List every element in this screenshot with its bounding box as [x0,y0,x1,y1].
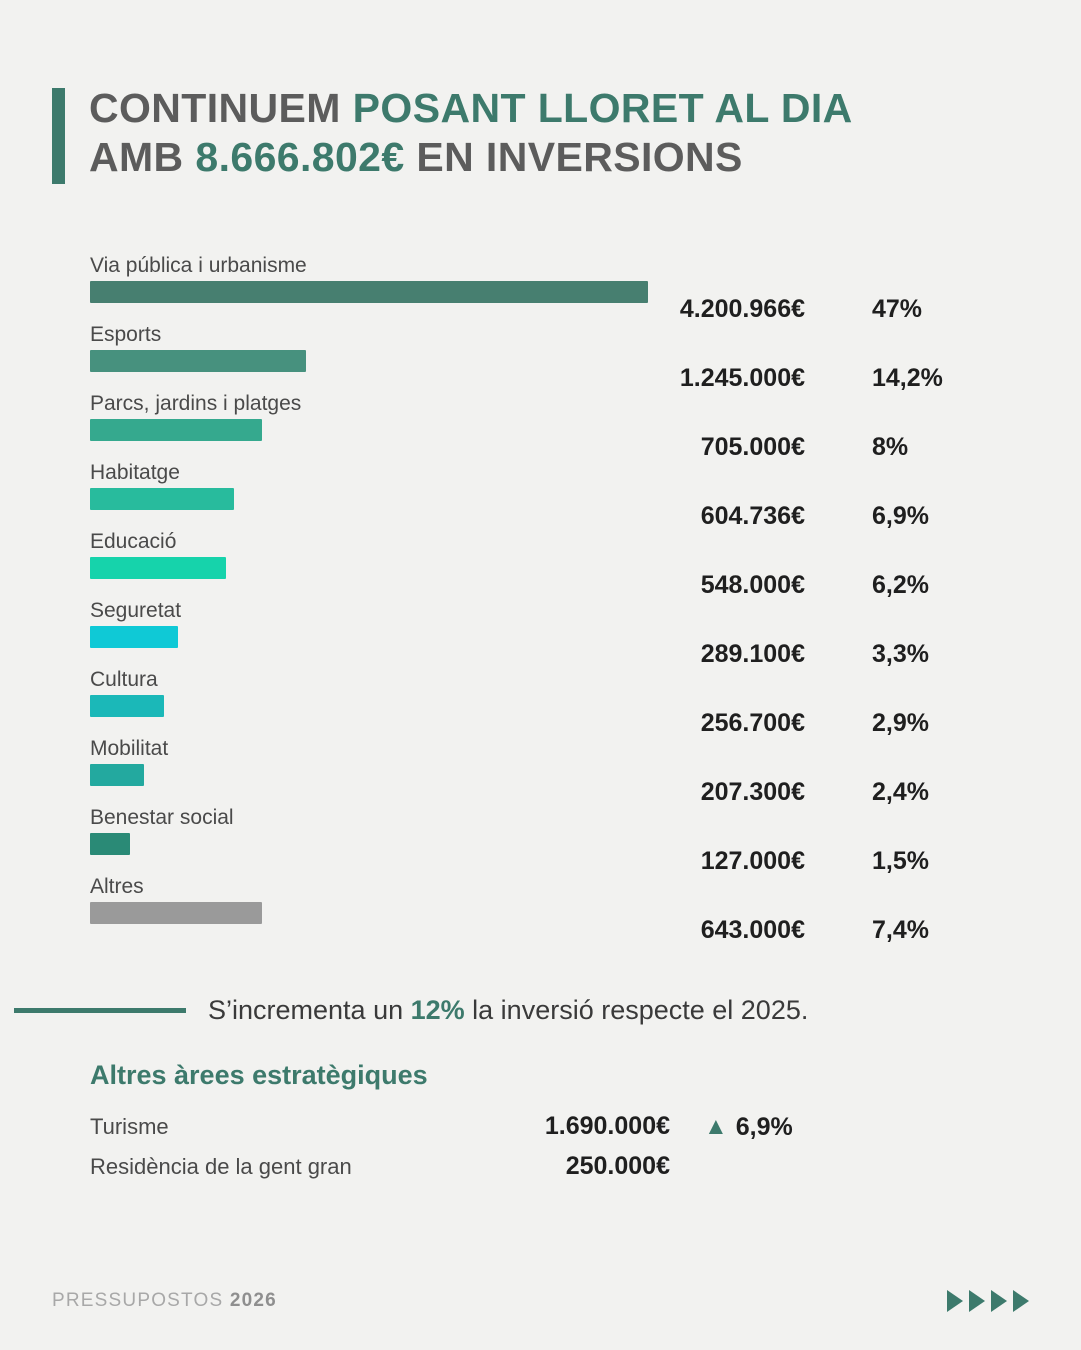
bar-category-label: Educació [90,530,177,553]
bar-fill [90,695,164,717]
bar-fill [90,902,262,924]
chart-row [90,876,1010,945]
bar-percent-label: 3,3% [872,640,929,668]
other-area-name: Turisme [90,1114,169,1139]
bar-category-label: Via pública i urbanisme [90,254,307,277]
note-text-a: S’incrementa un [208,995,411,1025]
bar-percent-label: 7,4% [872,916,929,944]
bar-category-label: Habitatge [90,461,180,484]
page-title-line-1 [89,85,853,131]
bar-amount-label: 604.736€ [700,502,805,530]
bar-amount-label: 4.200.966€ [679,295,805,323]
bar-fill [90,764,144,786]
triangle-right-icon [969,1290,985,1312]
bar-fill [90,626,178,648]
bar-fill [90,833,130,855]
title-plain-2a: AMB [89,133,196,180]
triangle-right-icon [1013,1290,1029,1312]
chart-row [90,324,1010,393]
other-area-delta [704,1113,793,1142]
chevron-up-icon: ▲ [704,1113,728,1140]
other-areas-row [90,1152,850,1192]
page-title-line-2 [89,133,853,180]
bar-category-label: Benestar social [90,806,234,829]
bar-amount-label: 548.000€ [700,571,805,599]
bar-category-label: Parcs, jardins i platges [90,392,302,415]
bar-amount-label: 289.100€ [700,640,805,668]
other-area-delta-value: 6,9% [735,1112,793,1141]
chart-row [90,462,1010,531]
other-areas-row [90,1112,850,1152]
triangle-right-icon [991,1290,1007,1312]
title-accent-2: 8.666.802€ [195,133,405,180]
bar-percent-label: 14,2% [872,364,943,392]
bar-percent-label: 47% [872,295,923,323]
bar-amount-label: 1.245.000€ [679,364,805,392]
chart-row [90,393,1010,462]
bar-category-label: Seguretat [90,599,182,622]
investment-bar-chart [90,255,1010,945]
triangle-right-icon [947,1290,963,1312]
other-areas-title: Altres àrees estratègiques [90,1060,428,1090]
note-rule [14,1008,186,1013]
other-area-name: Residència de la gent gran [90,1154,352,1179]
page-header [52,85,853,184]
note-highlight: 12% [410,995,465,1025]
header-accent-bar [52,88,65,184]
bar-category-label: Mobilitat [90,737,169,760]
bar-fill [90,281,648,303]
footer-label-text: PRESSUPOSTOS [52,1290,230,1311]
note-text [208,995,808,1026]
chart-row [90,531,1010,600]
header-text [89,85,853,180]
bar-percent-label: 6,2% [872,571,929,599]
bar-fill [90,488,234,510]
bar-percent-label: 2,9% [872,709,929,737]
bar-percent-label: 8% [872,433,909,461]
other-areas-table [90,1112,850,1192]
bar-percent-label: 6,9% [872,502,929,530]
footer-label [52,1290,277,1312]
bar-category-label: Cultura [90,668,158,691]
bar-percent-label: 1,5% [872,847,929,875]
chart-row [90,738,1010,807]
note-text-b: la inversió respecte el 2025. [464,995,809,1025]
bar-amount-label: 643.000€ [700,916,805,944]
other-area-amount: 1.690.000€ [544,1112,670,1140]
bar-fill [90,350,306,372]
bar-amount-label: 256.700€ [700,709,805,737]
title-plain-2b: EN INVERSIONS [404,133,743,180]
title-plain-1: CONTINUEM [89,85,353,131]
footer-arrows [947,1290,1029,1312]
chart-row [90,669,1010,738]
chart-row [90,255,1010,324]
footer-year: 2026 [229,1290,277,1311]
other-area-amount: 250.000€ [565,1152,670,1180]
chart-row [90,600,1010,669]
bar-category-label: Altres [90,875,144,898]
bar-fill [90,557,226,579]
chart-row [90,807,1010,876]
increment-note [14,995,1014,1026]
bar-percent-label: 2,4% [872,778,929,806]
bar-category-label: Esports [90,323,162,346]
title-accent-1: POSANT LLORET AL DIA [352,85,853,131]
bar-fill [90,419,262,441]
bar-amount-label: 127.000€ [700,847,805,875]
bar-amount-label: 705.000€ [700,433,805,461]
bar-amount-label: 207.300€ [700,778,805,806]
